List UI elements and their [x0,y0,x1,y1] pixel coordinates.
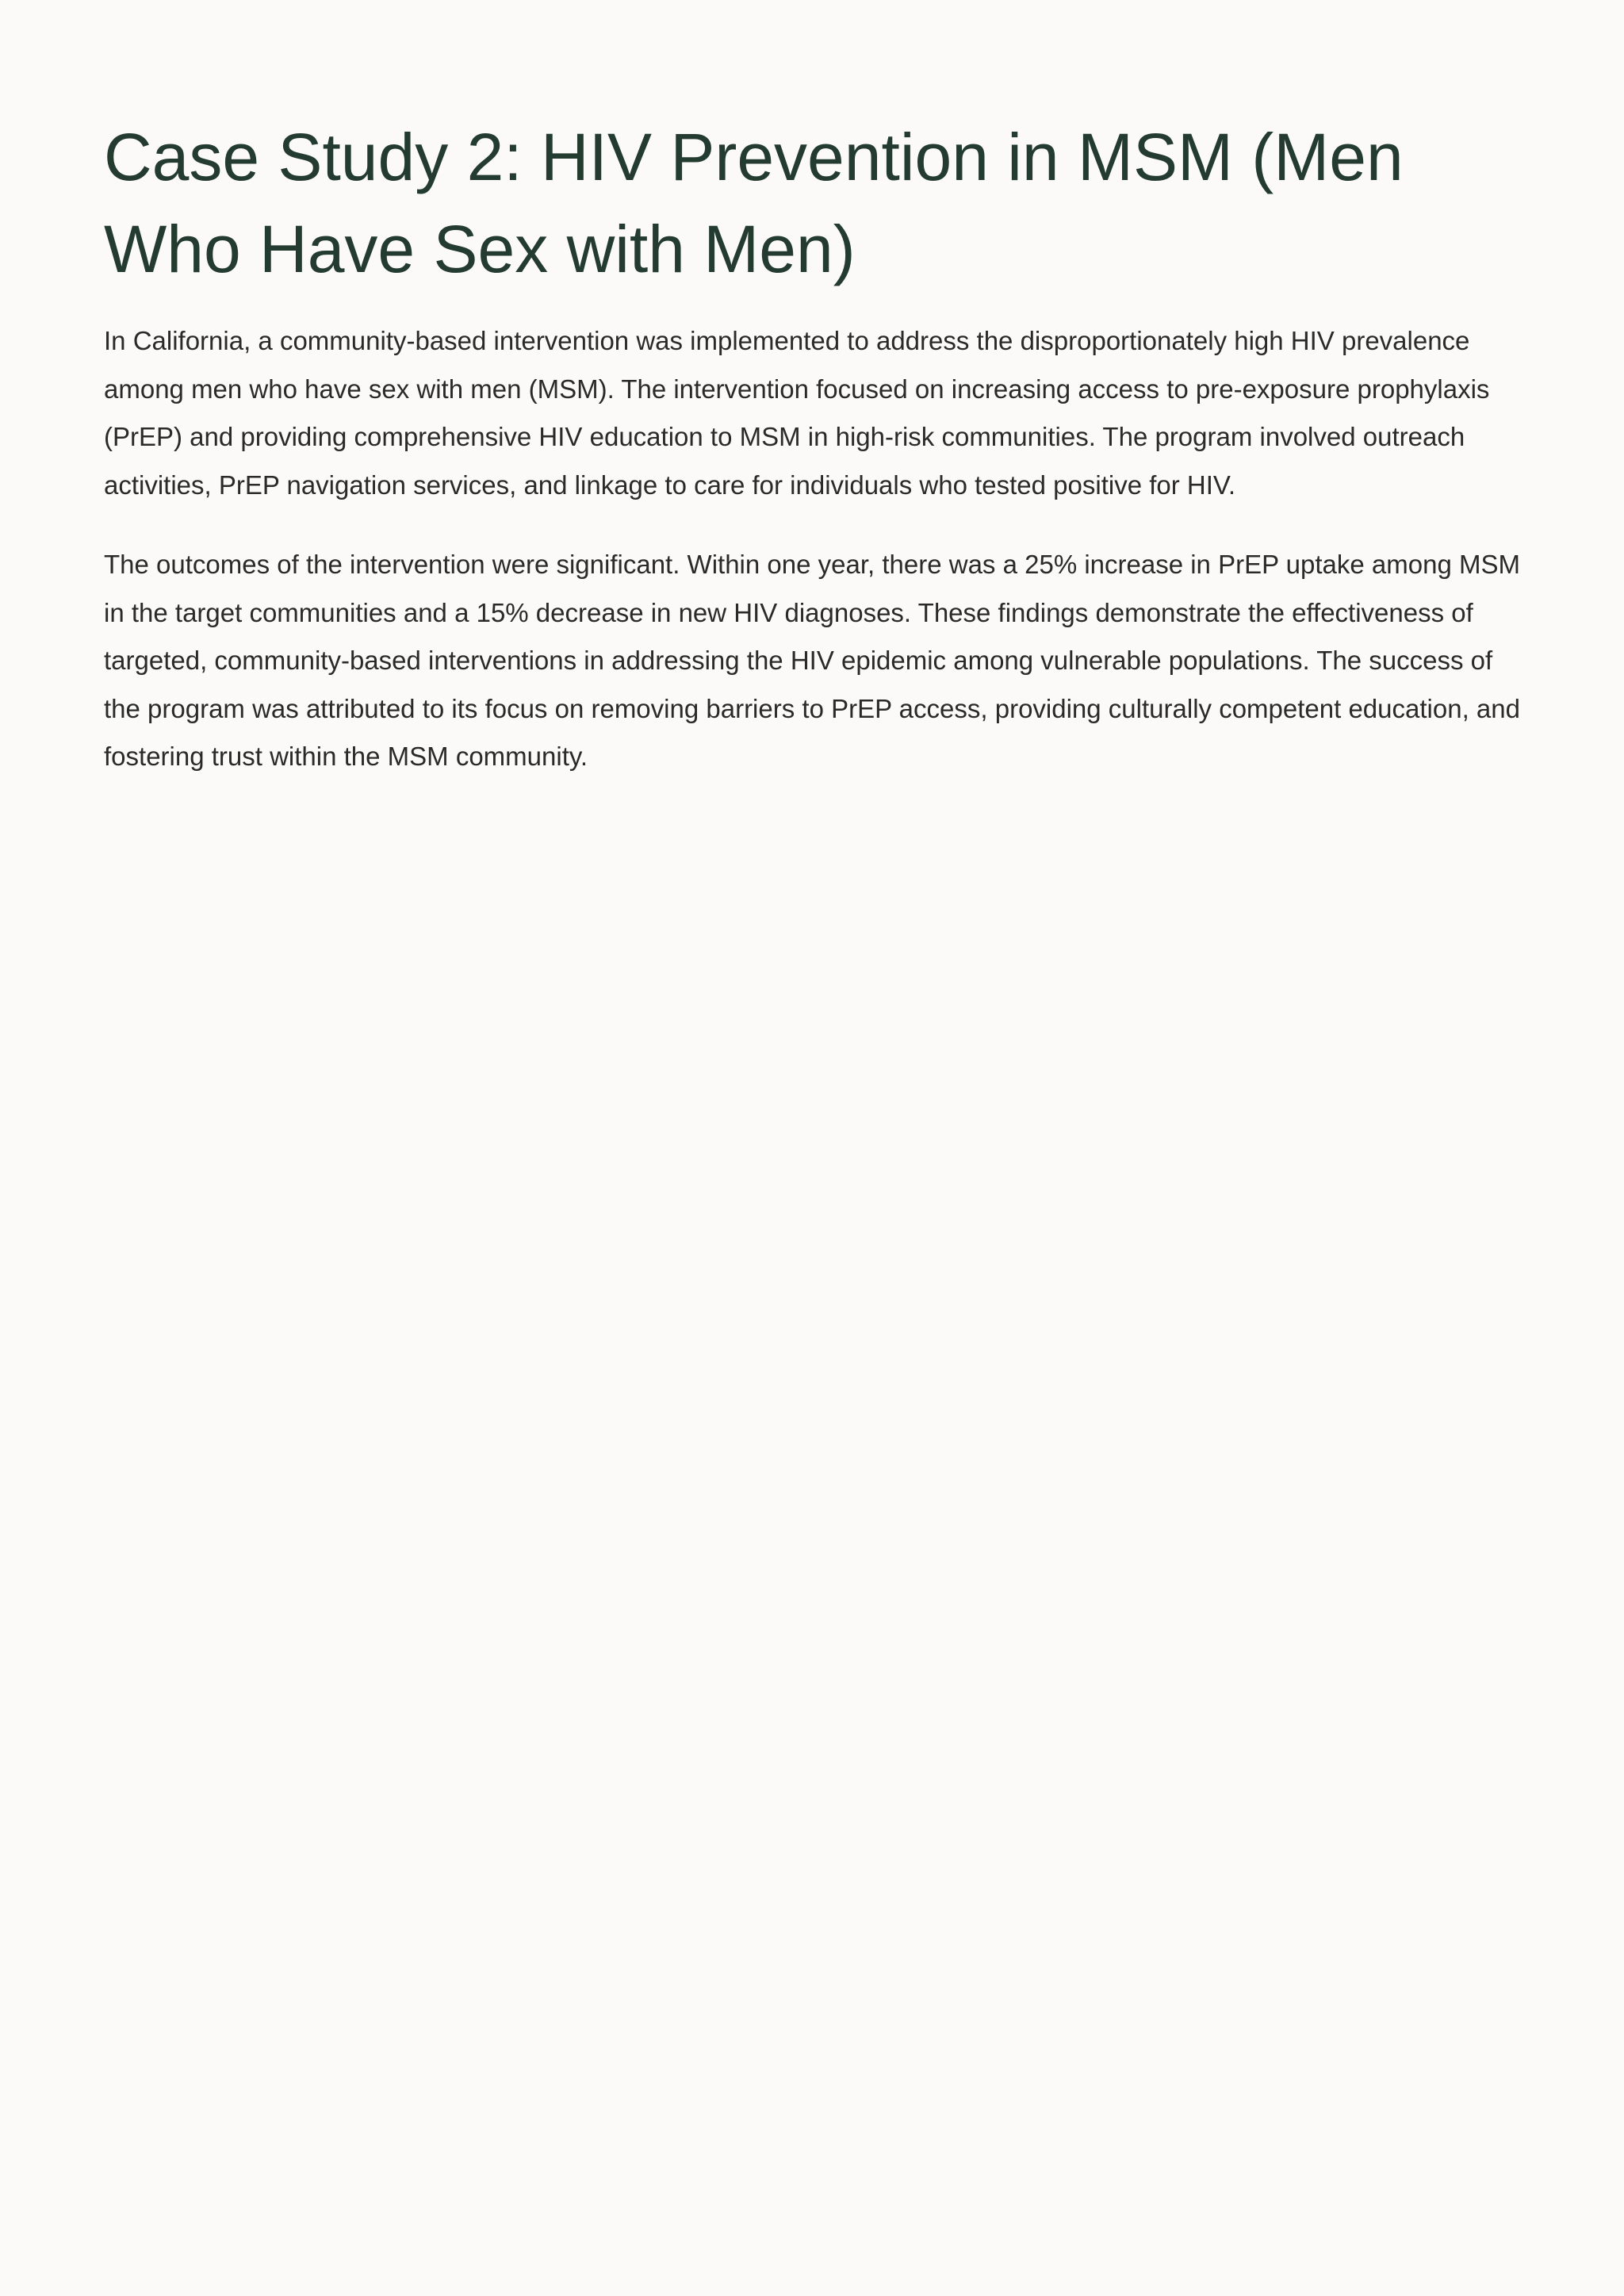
body-paragraph-intervention: In California, a community-based intervention was implemented to address the disproportionately high HIV prevalence among men who have sex with men (MSM). The intervention focused on increasing access to pre-exposure prophylaxis (PrEP) and providing comprehensive HIV education to MSM in high-risk communities. The program involved outreach activities, PrEP navigation services, and linkage to care for individuals who tested positive for HIV. [104,326,1490,500]
body-paragraph-outcomes: The outcomes of the intervention were significant. Within one year, there was a 25% increase in PrEP uptake among MSM in the target communities and a 15% decrease in new HIV diagnoses. These findings demonstrate the effectiveness of targeted, community-based interventions in addressing the HIV epidemic among vulnerable populations. The success of the program was attributed to its focus on removing barriers to PrEP access, providing culturally competent education, and fostering trust within the MSM community. [104,550,1520,771]
document-page [104,111,1523,813]
page-title: Case Study 2: HIV Prevention in MSM (Men Who Have Sex with Men) [104,120,1404,286]
